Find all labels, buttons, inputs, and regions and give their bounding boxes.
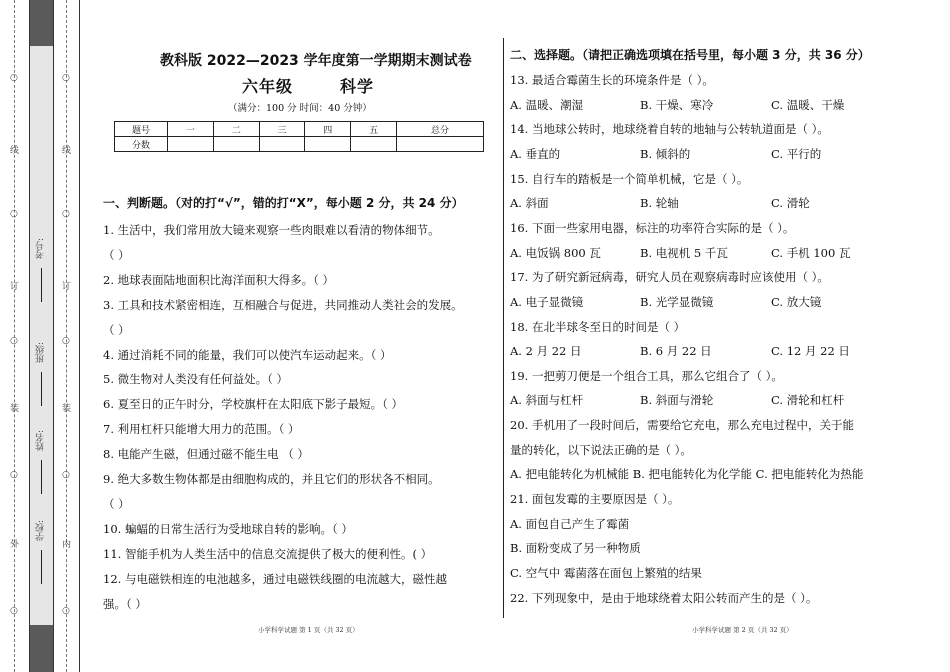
judgement-question-line: 10. 蝙蝠的日常生活行为受地球自转的影响。（ ） [103, 521, 353, 536]
subject-label: 科学 [340, 77, 375, 96]
judgement-question-line: 4. 通过消耗不同的能量，我们可以使汽车运动起来。（ ） [103, 347, 392, 362]
gutter-bottom-block [29, 625, 53, 672]
judgement-question-line: 9. 绝大多数生物体都是由细胞构成的，并且它们的形状各不相同。 [103, 472, 440, 486]
choice-question-line: A. 把电能转化为机械能 B. 把电能转化为化学能 C. 把电能转化为热能 [510, 467, 864, 482]
judgement-question-line: 6. 夏至日的正午时分，学校旗杆在太阳底下影子最短。（ ） [103, 397, 404, 412]
gutter-order-mark: 订 [62, 282, 72, 292]
choice-question-line: 量的转化，以下说法正确的是（ ）。 [510, 442, 692, 457]
class-line [41, 372, 42, 406]
exam-meta: （满分：100 分 时间：40 分钟） [228, 103, 372, 114]
choice-option[interactable]: C. 滑轮和杠杆 [771, 393, 845, 408]
gutter-circle-mark: ○ [62, 209, 70, 219]
gutter-circle-mark: ○ [10, 73, 18, 83]
judgement-question-line: 强。（ ） [103, 596, 147, 611]
gutter-circle-mark: ○ [10, 606, 18, 616]
choice-option[interactable]: C. 12 月 22 日 [771, 344, 850, 359]
gutter-circle-mark: ○ [10, 470, 18, 480]
choice-option[interactable]: A. 斜面与杠杆 [510, 393, 584, 408]
choice-option[interactable]: C. 平行的 [771, 146, 822, 161]
choice-option[interactable]: A. 电饭锅 800 瓦 [510, 245, 601, 260]
name-line [41, 460, 42, 494]
school-line [41, 550, 42, 584]
gutter-circle-mark: ○ [62, 73, 70, 83]
gutter-inner-mark: 内 [62, 540, 72, 550]
gutter-bind-mark: 装 [10, 404, 20, 414]
section-2-heading: 二、选择题。（请把正确选项填在括号里，每小题 3 分，共 36 分） [510, 48, 870, 62]
score-table-header-row [115, 122, 484, 137]
choice-option[interactable]: A. 2 月 22 日 [510, 344, 582, 359]
choice-question-line: 14. 当地球公转时，地球绕着自转的地轴与公转轨道面是（ ）。 [510, 122, 829, 137]
judgement-question-line: 5. 微生物对人类没有任何益处。（ ） [103, 372, 289, 387]
judgement-question-line: 12. 与电磁铁相连的电池越多，通过电磁铁线圈的电流越大，磁性越 [103, 571, 447, 586]
choice-option[interactable]: B. 干燥、寒冷 [640, 97, 714, 112]
section-1-heading: 一、判断题。（对的打“√”，错的打“X”，每小题 2 分，共 24 分） [103, 196, 464, 210]
judgement-question-line: 2. 地球表面陆地面积比海洋面积大得多。（ ） [103, 272, 335, 287]
choice-option[interactable]: B. 倾斜的 [640, 146, 691, 161]
choice-option[interactable]: C. 放大镜 [771, 294, 822, 309]
choice-option[interactable]: A. 电子显微镜 [510, 294, 584, 309]
choice-question-line: 13. 最适合霉菌生长的环境条件是（ ）。 [510, 73, 714, 87]
score-table-header-cell: 二 [213, 122, 259, 137]
gutter-circle-mark: ○ [10, 209, 18, 219]
name-label: 姓名: [36, 430, 46, 452]
score-cell[interactable] [259, 137, 305, 152]
judgement-question-line: 1. 生活中，我们常用放大镜来观察一些肉眼难以看清的物体细节。 [103, 223, 440, 237]
gutter-border-right [53, 0, 54, 672]
school-label: 学校: [36, 520, 46, 542]
choice-question-line: 19. 一把剪刀便是一个组合工具，那么它组合了（ ）。 [510, 368, 783, 383]
page-border-line [79, 0, 80, 672]
exam-title: 教科版 2022—2023 学年度第一学期期末测试卷 [160, 53, 472, 69]
judgement-question-line: 11. 智能手机为人类生活中的信息交流提供了极大的便利性。( ） [103, 546, 433, 561]
choice-option[interactable]: B. 电视机 5 千瓦 [640, 245, 728, 260]
score-table-header-cell: 三 [259, 122, 305, 137]
choice-option[interactable]: C. 温暖、干燥 [771, 97, 845, 112]
choice-question-line: 20. 手机用了一段时间后，需要给它充电，那么充电过程中，关于能 [510, 418, 854, 433]
judgement-question-line: 3. 工具和技术紧密相连，互相融合与促进，共同推动人类社会的发展。 [103, 297, 463, 312]
score-cell[interactable] [305, 137, 351, 152]
score-table-row-label: 分数 [115, 137, 168, 152]
choice-question-line: 17. 为了研究新冠病毒，研究人员在观察病毒时应该使用（ ）。 [510, 270, 829, 285]
choice-option[interactable]: B. 光学显微镜 [640, 294, 714, 309]
choice-option[interactable]: A. 斜面 [510, 196, 549, 211]
exam-number-line [41, 268, 42, 302]
gutter-order-mark: 订 [10, 282, 20, 292]
grade-label: 六年级 [242, 77, 294, 96]
choice-question-line: 18. 在北半球冬至日的时间是（ ） [510, 319, 686, 334]
gutter-bind-mark: 装 [62, 404, 72, 414]
choice-question-line: C. 空气中 霉菌落在面包上繁殖的结果 [510, 566, 702, 580]
choice-question-line: A. 面包自己产生了霉菌 [510, 516, 630, 531]
gutter-circle-mark: ○ [10, 336, 18, 346]
judgement-question-line: 8. 电能产生磁，但通过磁不能生电 （ ） [103, 447, 309, 462]
judgement-question-line: 7. 利用杠杆只能增大用力的范围。（ ） [103, 422, 300, 437]
choice-option[interactable]: A. 温暖、潮湿 [510, 97, 584, 112]
page-1-footer: 小学科学试题 第 1 页（共 32 页） [258, 626, 359, 634]
score-cell[interactable] [168, 137, 214, 152]
choice-question-line: B. 面粉变成了另一种物质 [510, 541, 641, 556]
score-table-header-cell: 一 [168, 122, 214, 137]
gutter-line-mark: 线 [10, 146, 20, 156]
score-table-header-cell: 五 [351, 122, 397, 137]
score-table-header-cell: 题号 [115, 122, 168, 137]
choice-option[interactable]: A. 垂直的 [510, 146, 561, 161]
gutter-circle-mark: ○ [62, 470, 70, 480]
choice-question-line: 21. 面包发霉的主要原因是（ ）。 [510, 492, 680, 507]
score-cell[interactable] [396, 137, 483, 152]
score-table-header-cell: 四 [305, 122, 351, 137]
gutter-circle-mark: ○ [62, 336, 70, 346]
page-2-footer: 小学科学试题 第 2 页（共 32 页） [692, 626, 793, 634]
choice-option[interactable]: B. 斜面与滑轮 [640, 393, 714, 408]
class-label: 班级: [36, 342, 46, 364]
choice-option[interactable]: B. 轮轴 [640, 196, 679, 211]
judgement-question-line: （ ） [103, 322, 130, 337]
gutter-circle-mark: ○ [62, 606, 70, 616]
gutter-line-mark: 线 [62, 146, 72, 156]
choice-question-line: 16. 下面一些家用电器，标注的功率符合实际的是（ ）。 [510, 220, 795, 235]
choice-option[interactable]: B. 6 月 22 日 [640, 344, 712, 359]
score-cell[interactable] [351, 137, 397, 152]
gutter-top-block [29, 0, 53, 46]
judgement-question-line: （ ） [103, 496, 130, 511]
score-table-header-cell: 总分 [396, 122, 483, 137]
score-table [114, 121, 484, 152]
choice-question-line: 22. 下列现象中，是由于地球绕着太阳公转而产生的是（ ）。 [510, 590, 818, 605]
score-cell[interactable] [213, 137, 259, 152]
score-table-score-row [115, 137, 484, 152]
page-divider [503, 38, 504, 618]
choice-question-line: 15. 自行车的踏板是一个简单机械，它是（ ）。 [510, 171, 749, 186]
exam-number-label: 考号: [36, 238, 46, 260]
gutter-border-left [29, 0, 30, 672]
gutter-outer-mark: 外 [10, 540, 20, 550]
choice-option[interactable]: C. 滑轮 [771, 196, 810, 211]
judgement-question-line: （ ） [103, 247, 130, 262]
choice-option[interactable]: C. 手机 100 瓦 [771, 245, 851, 260]
